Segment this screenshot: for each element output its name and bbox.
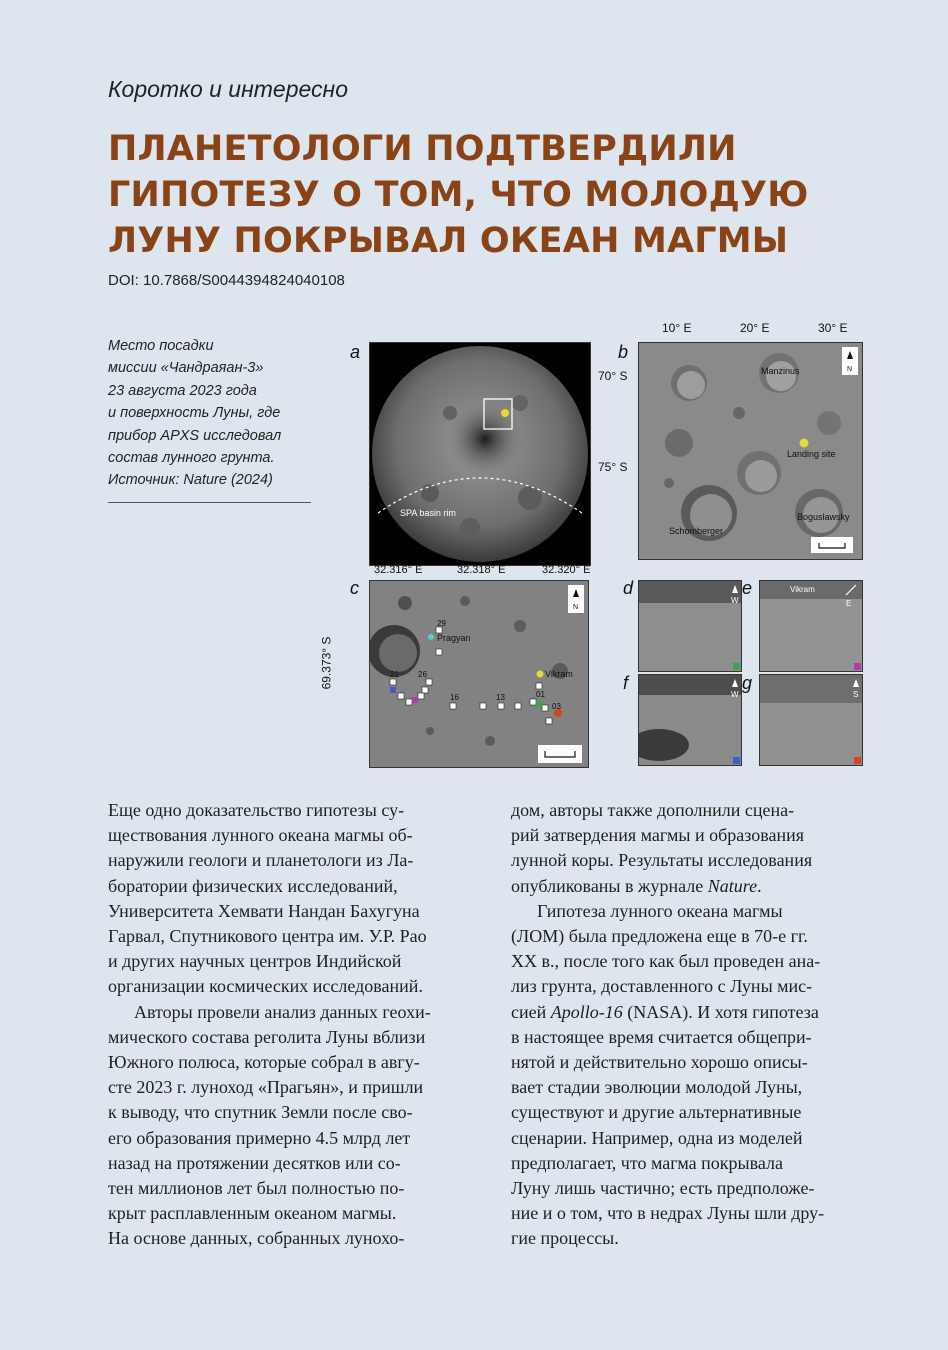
panel-a-moon-image	[369, 342, 591, 566]
boguslawsky-label: Boguslawsky	[797, 512, 850, 522]
moon-disk-svg	[370, 343, 590, 565]
dir-label-d: W	[731, 596, 739, 605]
panel-a-x-tick: 32.316° E	[374, 564, 423, 576]
text-line: опубликованы в журнале	[511, 875, 708, 896]
paragraph	[108, 1000, 466, 1252]
text-line: гие процессы.	[511, 1228, 619, 1249]
caption-line: миссии «Чандраяан-3»	[108, 360, 264, 377]
surface-f-svg	[639, 675, 741, 765]
panel-b-x-tick: 10° E	[662, 321, 692, 335]
point-16-label: 16	[450, 693, 459, 702]
text-line: (ЛОМ) была предложена еще в 70-е гг.	[511, 926, 808, 947]
panel-a-letter: a	[350, 342, 361, 362]
journal-name: Nature	[707, 875, 758, 896]
panel-b-terrain-image	[638, 342, 863, 560]
caption-line: Место посадки	[108, 338, 214, 354]
text-line: вает стадии эволюции молодой Луны,	[511, 1077, 803, 1098]
vikram-label-e: Vikram	[790, 585, 815, 594]
body-column-right	[511, 798, 869, 1252]
text-line: и других научных центров Индийской	[108, 951, 402, 972]
caption-line: Источник: Nature (2024)	[108, 472, 273, 489]
text-line: Луну лишь частично; есть предположе-	[511, 1178, 815, 1199]
dir-label-e: E	[846, 599, 852, 608]
north-label-c: N	[573, 604, 579, 611]
north-label-b: N	[847, 366, 853, 373]
section-label: Коротко и интересно	[108, 76, 348, 102]
text-line: Гарвал, Спутникового центра им. У.Р. Рао	[108, 926, 427, 947]
panel-c-y-label: 69.373° S	[319, 636, 334, 690]
text-line: сте 2023 г. луноход «Прагьян», и пришли	[108, 1077, 424, 1098]
caption-line: и поверхность Луны, где	[108, 405, 281, 422]
terrain-b-svg	[639, 343, 862, 559]
panel-a-x-tick: 32.320° E	[542, 564, 591, 576]
panel-f-letter: f	[623, 673, 629, 693]
text-line: сценарии. Например, одна из моделей	[511, 1127, 803, 1148]
dir-label-f: W	[731, 690, 739, 699]
point-03-label: 03	[552, 702, 561, 711]
text-line: крыт расплавленным океаном магмы.	[108, 1203, 397, 1224]
text-line: к выводу, что спутник Земли после сво-	[108, 1102, 413, 1123]
text-line: назад на протяжении десятков или со-	[108, 1152, 401, 1173]
lunar-figure	[319, 318, 867, 773]
text-line: рий затвердения магмы и образования	[511, 825, 805, 846]
landing-site-label: Landing site	[787, 449, 836, 459]
panel-b-x-tick: 30° E	[818, 321, 848, 335]
panel-b-y-tick: 70° S	[598, 369, 628, 383]
panel-c-rover-map	[369, 580, 589, 768]
text-line: сией	[511, 1001, 551, 1022]
text-line: мического состава реголита Луны вблизи	[108, 1026, 426, 1047]
panel-a-x-tick: 32.318° E	[457, 564, 506, 576]
text-line: Авторы провели анализ данных геохи-	[134, 1001, 431, 1022]
doi: DOI: 10.7868/S0044394824040108	[108, 272, 345, 289]
text-line: боратории физических исследований,	[108, 875, 398, 896]
surface-d-svg	[639, 581, 741, 671]
text-line: XX в., после того как был проведен ана-	[511, 951, 821, 972]
text-line: ществования лунного океана магмы об-	[108, 825, 413, 846]
spa-rim-label: SPA basin rim	[400, 508, 456, 518]
schomberger-label: Schomberger	[669, 526, 724, 536]
text-line: дом, авторы также дополнили сцена-	[511, 800, 795, 820]
text-line: ние и о том, что в недрах Луны шли дру-	[511, 1203, 825, 1224]
panel-g-surface-photo	[759, 674, 863, 766]
text-line: нятой и действительно хорошо описы-	[511, 1052, 808, 1073]
panel-b-y-tick: 75° S	[598, 460, 628, 474]
panel-d-letter: d	[623, 578, 634, 598]
point-01-label: 01	[536, 690, 545, 699]
panel-c-letter: c	[350, 578, 359, 598]
point-29-label: 29	[437, 619, 446, 628]
rover-map-svg	[370, 581, 588, 767]
text-line: наружили геологи и планетологи из Ла-	[108, 850, 414, 871]
text-line: в настоящее время считается общепри-	[511, 1026, 812, 1047]
surface-g-svg	[760, 675, 862, 765]
text-line: На основе данных, собранных лунохо-	[108, 1228, 405, 1249]
text-fragment: (NASA). И хотя гипотеза	[622, 1001, 819, 1022]
body-column-left	[108, 798, 466, 1252]
mission-name: Apollo-16	[550, 1001, 623, 1022]
panel-g-letter: g	[742, 673, 753, 693]
text-line: Гипотеза лунного океана магмы	[537, 900, 783, 921]
panel-f-surface-photo	[638, 674, 742, 766]
caption-line: прибор APXS исследовал	[108, 427, 282, 444]
panel-e-surface-photo	[759, 580, 863, 672]
paragraph	[108, 798, 466, 1000]
panel-b-letter: b	[618, 342, 629, 362]
caption-divider	[108, 502, 311, 503]
dir-label-g: S	[853, 690, 859, 699]
text-line: существуют и другие альтернативные	[511, 1102, 802, 1123]
text-line: предполагает, что магма покрывала	[511, 1152, 783, 1173]
pragyan-label: Pragyan	[437, 633, 471, 643]
paragraph	[511, 899, 869, 1252]
article-headline: ПЛАНЕТОЛОГИ ПОДТВЕРДИЛИ ГИПОТЕЗУ О ТОМ, ЧТО МОЛОДУЮ ЛУНУ ПОКРЫВАЛ ОКЕАН МАГМЫ	[108, 129, 809, 261]
text-line: Университета Хемвати Нандан Бахугуна	[108, 900, 420, 921]
text-line: организации космических исследований.	[108, 976, 423, 997]
text-line: его образования примерно 4.5 млрд лет	[108, 1127, 411, 1148]
point-21-label: 21	[390, 670, 399, 679]
panel-d-surface-photo	[638, 580, 742, 672]
point-26-label: 26	[418, 670, 427, 679]
text-line: тен миллионов лет был полностью по-	[108, 1178, 405, 1199]
text-fragment: .	[757, 875, 762, 896]
figure-caption	[108, 335, 313, 492]
text-line: лиз грунта, доставленного с Луны мис-	[511, 976, 813, 997]
point-13-label: 13	[496, 693, 505, 702]
surface-e-svg	[760, 581, 862, 671]
caption-line: 23 августа 2023 года	[108, 382, 257, 399]
panel-e-letter: e	[742, 578, 753, 598]
vikram-label: Vikram	[545, 669, 573, 679]
text-line: лунной коры. Результаты исследования	[511, 850, 813, 871]
caption-line: состав лунного грунта.	[108, 450, 275, 467]
text-line: Еще одно доказательство гипотезы су-	[108, 800, 405, 820]
text-line: Южного полюса, которые собрал в авгу-	[108, 1052, 420, 1073]
panel-b-x-tick: 20° E	[740, 321, 770, 335]
paragraph	[511, 798, 869, 899]
manzinus-label: Manzinus	[761, 366, 800, 376]
